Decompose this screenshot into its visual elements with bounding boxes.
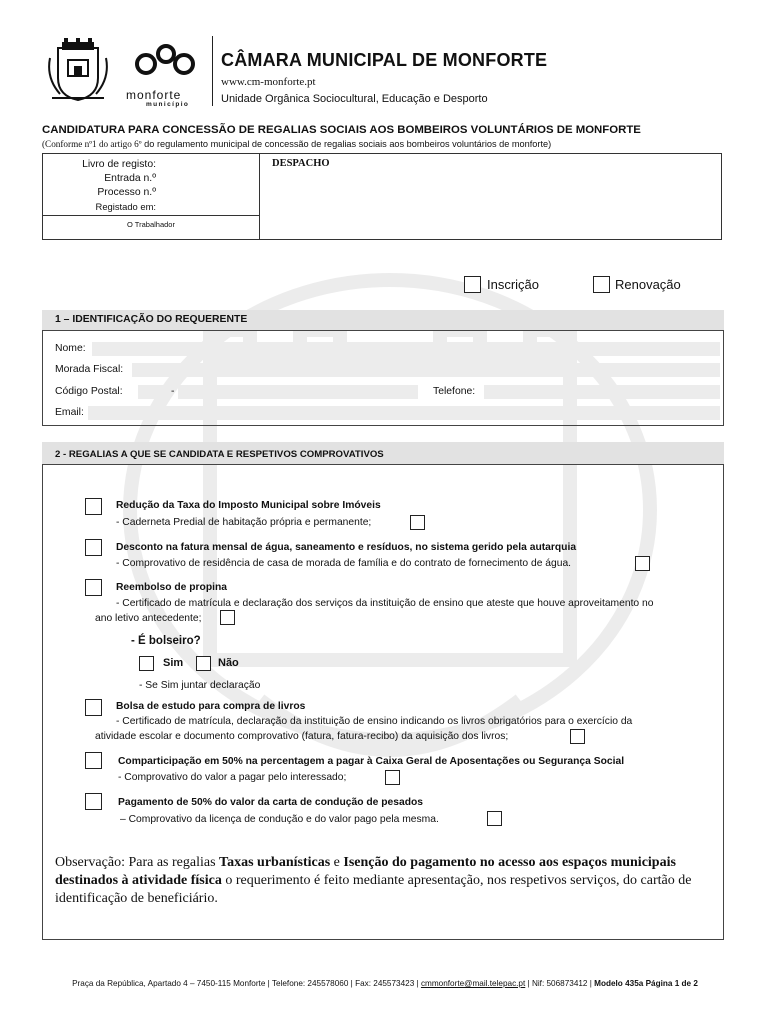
form-subtitle-a: (Conforme nº1 do artigo 6º [42, 139, 142, 149]
inscricao-label: Inscrição [487, 277, 540, 292]
imi-text: - Caderneta Predial de habitação própria e permanente; [116, 517, 372, 528]
logo-subtext: município [146, 101, 190, 108]
imi-doc-checkbox[interactable] [410, 515, 425, 530]
org-unit: Unidade Orgânica Sociocultural, Educação e Desporto [221, 93, 488, 105]
monforte-logo-mark-icon [126, 42, 208, 82]
agua-title: Desconto na fatura mensal de água, saneamento e resíduos, no sistema gerido pela autarquia [116, 542, 577, 553]
observacao-bold-1: Taxas urbanísticas [219, 855, 331, 870]
renovacao-label: Renovação [615, 277, 681, 292]
codigo-postal-field-b[interactable] [178, 385, 418, 399]
observacao-mid: e [330, 855, 344, 870]
carta-conducao-checkbox[interactable] [85, 793, 102, 810]
observacao-tail: o requerimento é feito mediante apresentação, nos respetivos serviços, do cartão de identificação de beneficiário. [55, 873, 692, 906]
page-footer [0, 979, 770, 988]
section-identificacao-title: 1 – IDENTIFICAÇÃO DO REQUERENTE [55, 314, 248, 325]
caixa-geral-checkbox[interactable] [85, 752, 102, 769]
bolseiro-sim-label: Sim [163, 657, 184, 669]
imi-title: Redução da Taxa do Imposto Municipal sobre Imóveis [116, 500, 381, 511]
renovacao-checkbox[interactable] [593, 276, 610, 293]
despacho-label: DESPACHO [272, 158, 330, 169]
caixa-geral-title: Comparticipação em 50% na percentagem a pagar à Caixa Geral de Aposentações ou Segurança Social [118, 756, 625, 767]
morada-label: Morada Fiscal: [55, 364, 124, 375]
form-subtitle-b: do regulamento municipal de concessão de regalias sociais aos bombeiros voluntários de monforte) [144, 139, 552, 149]
propina-title: Reembolso de propina [116, 582, 227, 593]
inscricao-checkbox[interactable] [464, 276, 481, 293]
carta-conducao-doc-checkbox[interactable] [487, 811, 502, 826]
caixa-geral-doc-checkbox[interactable] [385, 770, 400, 785]
carta-conducao-title: Pagamento de 50% do valor da carta de condução de pesados [118, 797, 423, 808]
morada-field[interactable] [132, 363, 720, 377]
agua-text: - Comprovativo de residência de casa de morada de família e do contrato de fornecimento de água. [116, 558, 572, 569]
bolseiro-nao-label: Não [218, 657, 239, 669]
org-website: www.cm-monforte.pt [221, 76, 316, 88]
livros-text-2: atividade escolar e documento comprovativo (fatura, fatura-recibo) da aquisição dos livros; [95, 731, 509, 742]
footer-nif: | Nif: 506873412 | [525, 979, 595, 988]
telefone-label: Telefone: [433, 386, 476, 397]
codigo-postal-dash: - [171, 386, 175, 397]
codigo-postal-label: Código Postal: [55, 386, 123, 397]
footer-address: Praça da República, Apartado 4 – 7450-115 Monforte | Telefone: 245578060 | Fax: 245573423 | [72, 979, 421, 988]
header-divider [212, 36, 213, 106]
footer-email-link[interactable]: cmmonforte@mail.telepac.pt [420, 979, 526, 988]
agua-doc-checkbox[interactable] [635, 556, 650, 571]
propina-doc-checkbox[interactable] [220, 610, 235, 625]
footer-model: Modelo 435a Página 1 de 2 [594, 979, 698, 988]
nome-field[interactable] [92, 342, 720, 356]
observacao-note [55, 854, 723, 908]
form-subtitle [42, 139, 551, 149]
propina-text-1: - Certificado de matrícula e declaração dos serviços da instituição de ensino que ateste que houve aproveitamento no [116, 598, 654, 609]
register-entrada-label: Entrada n.º [104, 173, 156, 184]
bolseiro-question: - É bolseiro? [131, 635, 201, 647]
register-trabalhador-label: O Trabalhador [127, 220, 175, 229]
propina-text-2: ano letivo antecedente; [95, 613, 202, 624]
logo-text: monforte [126, 88, 182, 102]
livros-doc-checkbox[interactable] [570, 729, 585, 744]
livros-checkbox[interactable] [85, 699, 102, 716]
register-processo-label: Processo n.º [97, 187, 156, 198]
email-field[interactable] [88, 406, 720, 420]
section-regalias-title: 2 - REGALIAS A QUE SE CANDIDATA E RESPETIVOS COMPROVATIVOS [55, 449, 384, 460]
register-separator [42, 215, 260, 216]
bolseiro-nao-checkbox[interactable] [196, 656, 211, 671]
municipal-crest-icon [46, 38, 110, 104]
agua-checkbox[interactable] [85, 539, 102, 556]
se-sim-text: - Se Sim juntar declaração [139, 680, 261, 691]
caixa-geral-text: - Comprovativo do valor a pagar pelo interessado; [118, 772, 347, 783]
observacao-bold-2: Isenção do pagamento no acesso aos espaços municipais destinados à atividade física [55, 855, 676, 888]
codigo-postal-field-a[interactable] [138, 385, 168, 399]
email-label: Email: [55, 407, 84, 418]
monforte-logo [126, 42, 208, 108]
telefone-field[interactable] [484, 385, 720, 399]
carta-conducao-text: – Comprovativo da licença de condução e do valor pago pela mesma. [120, 814, 439, 825]
livros-title: Bolsa de estudo para compra de livros [116, 701, 306, 712]
form-title: CANDIDATURA PARA CONCESSÃO DE REGALIAS SOCIAIS AOS BOMBEIROS VOLUNTÁRIOS DE MONFORTE [42, 124, 641, 136]
register-livro-label: Livro de registo: [82, 159, 156, 170]
register-registado-label: Registado em: [95, 201, 156, 212]
observacao-lead: Observação: Para as regalias [55, 855, 220, 870]
nome-label: Nome: [55, 343, 86, 354]
org-title: CÂMARA MUNICIPAL DE MONFORTE [221, 50, 548, 70]
imi-checkbox[interactable] [85, 498, 102, 515]
bolseiro-sim-checkbox[interactable] [139, 656, 154, 671]
livros-text-1: - Certificado de matrícula, declaração da instituição de ensino indicando os livros obrigatórios para o exercício da [116, 716, 633, 727]
propina-checkbox[interactable] [85, 579, 102, 596]
